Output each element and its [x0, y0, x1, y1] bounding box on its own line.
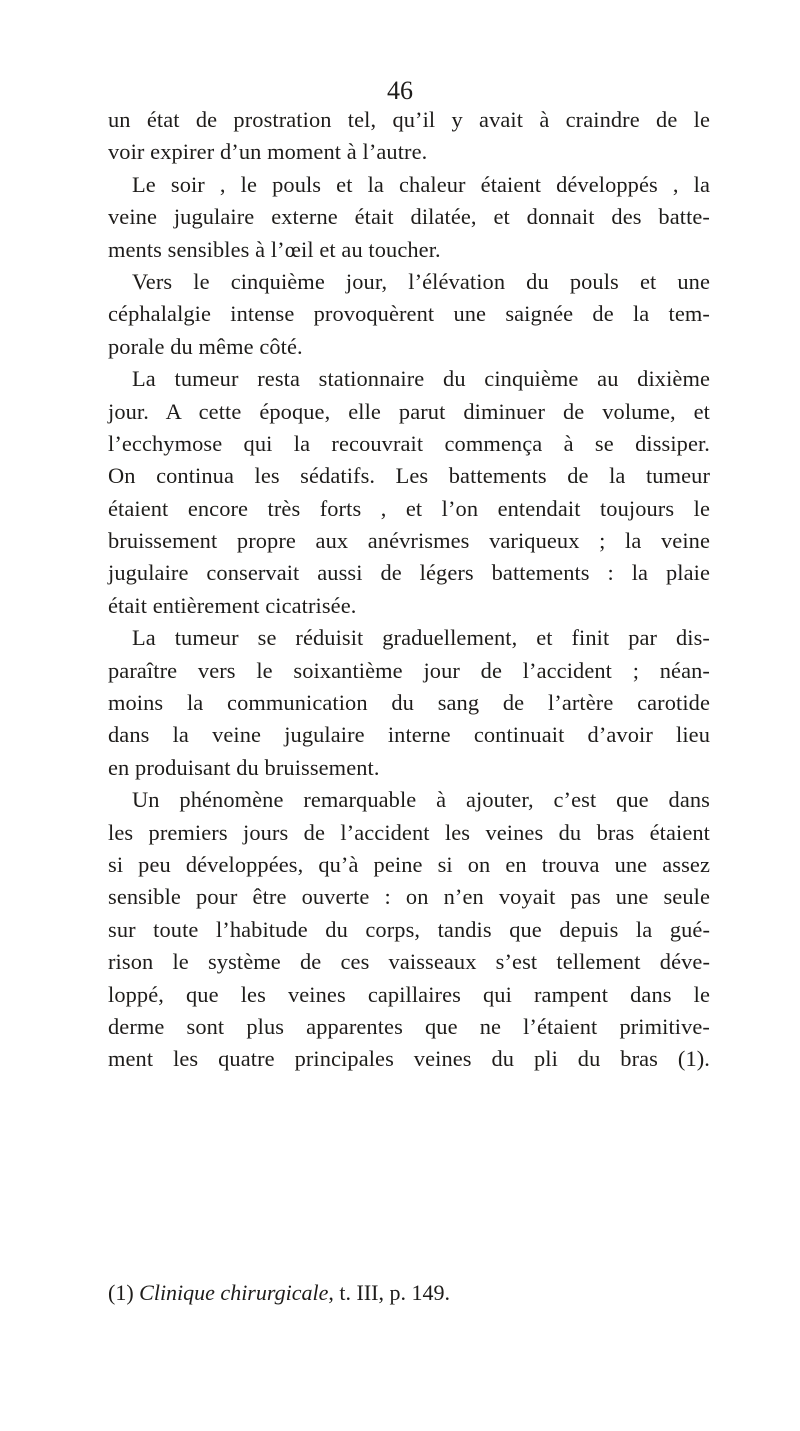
- text-line: ment les quatre principales veines du pli du bras (1).: [108, 1046, 710, 1072]
- page-number: 46: [387, 76, 413, 105]
- text-line: céphalalgie intense provoquèrent une saignée de la tem-: [108, 301, 710, 327]
- text-line: Vers le cinquième jour, l’élévation du pouls et une: [132, 268, 710, 294]
- text-line: loppé, que les veines capillaires qui rampent dans le: [108, 981, 710, 1007]
- text-line: dans la veine jugulaire interne continuait d’avoir lieu: [108, 722, 710, 748]
- text-line: derme sont plus apparentes que ne l’étaient primitive-: [108, 1013, 710, 1039]
- footnote: [108, 1278, 710, 1308]
- footnote-reference: , t. III, p. 149.: [328, 1280, 450, 1305]
- text-line: La tumeur se réduisit graduellement, et finit par dis-: [132, 625, 710, 651]
- text-line: les premiers jours de l’accident les veines du bras étaient: [108, 819, 710, 845]
- text-line: porale du même côté.: [108, 333, 303, 359]
- text-line: jugulaire conservait aussi de légers battements : la plaie: [108, 560, 710, 586]
- text-line: bruissement propre aux anévrismes variqueux ; la veine: [108, 528, 710, 554]
- text-line: un état de prostration tel, qu’il y avait à craindre de le: [108, 107, 710, 132]
- text-line: jour. A cette époque, elle parut diminuer de volume, et: [108, 398, 710, 424]
- footnote-marker: (1): [108, 1280, 134, 1305]
- text-line: paraître vers le soixantième jour de l’accident ; néan-: [108, 657, 710, 683]
- text-line: ments sensibles à l’œil et au toucher.: [108, 236, 441, 262]
- text-line: La tumeur resta stationnaire du cinquième au dixième: [132, 366, 710, 392]
- text-line: sensible pour être ouverte : on n’en voyait pas une seule: [108, 884, 710, 910]
- text-line: était entièrement cicatrisée.: [108, 592, 357, 618]
- text-line: voir expirer d’un moment à l’autre.: [108, 139, 428, 165]
- text-line: Un phénomène remarquable à ajouter, c’est que dans: [132, 787, 710, 813]
- text-line: On continua les sédatifs. Les battements de la tumeur: [108, 463, 710, 489]
- text-line: l’ecchymose qui la recouvrait commença à se dissiper.: [108, 430, 710, 456]
- text-line: étaient encore très forts , et l’on entendait toujours le: [108, 495, 710, 521]
- text-line: rison le système de ces vaisseaux s’est tellement déve-: [108, 949, 710, 975]
- text-line: Le soir , le pouls et la chaleur étaient développés , la: [132, 171, 710, 197]
- text-line: moins la communication du sang de l’artère carotide: [108, 690, 710, 716]
- body-text: [108, 104, 710, 1076]
- text-line: si peu développées, qu’à peine si on en trouva une assez: [108, 851, 710, 877]
- text-line: en produisant du bruissement.: [108, 754, 380, 780]
- text-line: sur toute l’habitude du corps, tandis que depuis la gué-: [108, 916, 710, 942]
- footnote-title: Clinique chirurgicale: [139, 1280, 329, 1305]
- text-line: veine jugulaire externe était dilatée, et donnait des batte-: [108, 204, 710, 230]
